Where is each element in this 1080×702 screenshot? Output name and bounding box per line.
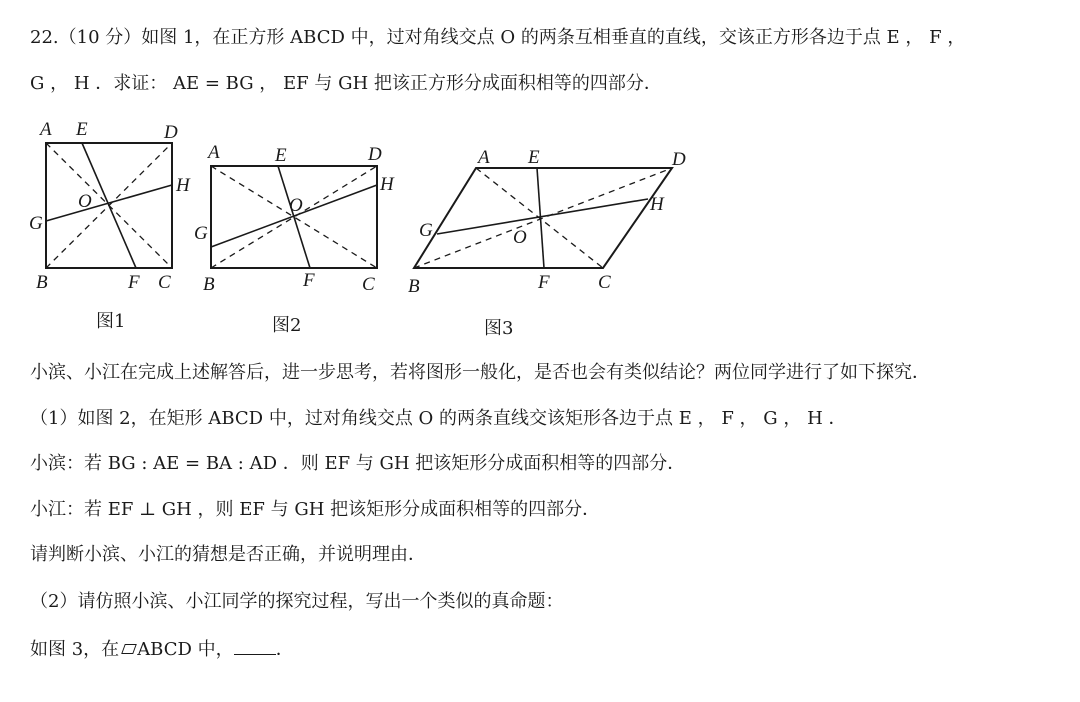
label-o: O xyxy=(78,191,92,212)
label-a: A xyxy=(40,119,52,140)
figure-1-caption: 图1 xyxy=(96,311,126,332)
answer-blank[interactable] xyxy=(234,636,276,655)
label-c: C xyxy=(362,274,375,295)
diagonal-ac xyxy=(476,168,603,268)
problem-line-7: 请判断小滨、小江的猜想是否正确，并说明理由． xyxy=(30,544,426,565)
label-g: G xyxy=(194,223,208,244)
problem-line-4: （1）如图 2，在矩形 ABCD 中，过对角线交点 O 的两条直线交该矩形各边于点 E ， F ， G ， H ． xyxy=(30,408,847,429)
problem-line-1: 22.（10 分）如图 1，在正方形 ABCD 中，过对角线交点 O 的两条互相垂直的直线，交该正方形各边于点 E ， F ， xyxy=(30,27,966,48)
figure-3-caption: 图3 xyxy=(484,318,514,339)
parallelogram-symbol-icon xyxy=(121,644,137,654)
label-f: F xyxy=(303,270,315,291)
label-o: O xyxy=(513,227,527,248)
line9-suffix: ． xyxy=(275,639,294,660)
label-d: D xyxy=(672,149,686,170)
problem-line-5: 小滨：若 BG : AE = BA : AD ．则 EF 与 GH 把该矩形分成面积相等的四部分． xyxy=(30,453,686,474)
label-e: E xyxy=(528,147,540,168)
label-h: H xyxy=(380,174,394,195)
line9-shape: ABCD 中， xyxy=(137,639,234,660)
label-f: F xyxy=(128,272,140,293)
label-e: E xyxy=(275,145,287,166)
problem-line-8: （2）请仿照小滨、小江同学的探究过程，写出一个类似的真命题： xyxy=(30,591,564,612)
label-h: H xyxy=(650,194,664,215)
line9-prefix: 如图 3，在 xyxy=(30,639,120,660)
label-b: B xyxy=(203,274,215,295)
label-b: B xyxy=(36,272,48,293)
line-gh xyxy=(437,199,648,234)
figure-3 xyxy=(0,0,720,304)
problem-line-3: 小滨、小江在完成上述解答后，进一步思考，若将图形一般化，是否也会有类似结论？两位同学进行了如下探究． xyxy=(30,362,930,383)
label-c: C xyxy=(598,272,611,293)
label-e: E xyxy=(76,119,88,140)
problem-line-6: 小江：若 EF ⊥ GH ，则 EF 与 GH 把该矩形分成面积相等的四部分． xyxy=(30,499,601,520)
problem-line-2: G ， H ．求证： AE = BG ， EF 与 GH 把该正方形分成面积相等的四部分． xyxy=(30,73,662,94)
label-o: O xyxy=(289,195,303,216)
label-d: D xyxy=(164,122,178,143)
label-d: D xyxy=(368,144,382,165)
label-g: G xyxy=(419,220,433,241)
problem-line-9 xyxy=(30,636,294,662)
label-h: H xyxy=(176,175,190,196)
figure-2-caption: 图2 xyxy=(272,315,302,336)
label-a: A xyxy=(478,147,490,168)
label-f: F xyxy=(538,272,550,293)
label-b: B xyxy=(408,276,420,297)
label-c: C xyxy=(158,272,171,293)
figure-3-diagram xyxy=(0,0,720,300)
label-g: G xyxy=(29,213,43,234)
label-a: A xyxy=(208,142,220,163)
